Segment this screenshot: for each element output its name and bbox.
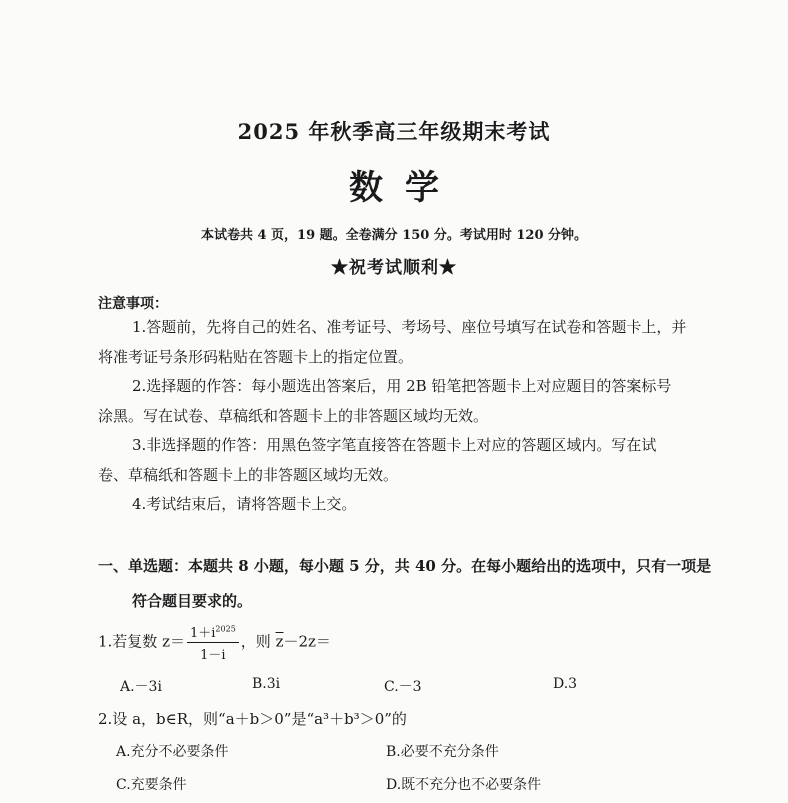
notice-item-4-line-1: 4.考试结束后，请将答题卡上交。	[132, 495, 357, 513]
notice-item-2-line-2: 涂黑。写在试卷、草稿纸和答题卡上的非答题区域均无效。	[98, 407, 489, 425]
exam-info: 本试卷共 4 页，19 题。全卷满分 150 分。考试用时 120 分钟。	[200, 228, 588, 243]
fraction-numerator-base: 1＋i	[189, 626, 216, 641]
fraction-numerator	[187, 622, 239, 643]
question-2-option-b: B.必要不充分条件	[386, 744, 499, 760]
question-2-option-a: A.充分不必要条件	[116, 744, 229, 760]
section-1-heading-line-1: 一、单选题：本题共 8 小题，每小题 5 分，共 40 分。在每小题给出的选项中，只有一项是	[98, 557, 712, 575]
question-1-fraction	[187, 622, 239, 663]
notice-item-2-line-1: 2.选择题的作答：每小题选出答案后，用 2B 铅笔把答题卡上对应题目的答案标号	[132, 377, 672, 395]
question-1-option-a: A.－3i	[120, 679, 162, 695]
question-1-stem	[98, 622, 331, 663]
question-2-stem: 2.设 a，b∈R，则“a＋b＞0”是“a³＋b³＞0”的	[98, 710, 407, 728]
notice-item-3-line-1: 3.非选择题的作答：用黑色签字笔直接答在答题卡上对应的答题区域内。写在试	[132, 436, 657, 454]
fraction-denominator: 1－i	[200, 648, 226, 663]
question-1-option-d: D.3	[553, 676, 578, 692]
question-1-suffix-post: －2z＝	[283, 632, 331, 651]
question-2-option-d: D.既不充分也不必要条件	[386, 777, 542, 793]
blessing-text: ★祝考试顺利★	[331, 258, 457, 278]
notice-item-1-line-2: 将准考证号条形码粘贴在答题卡上的指定位置。	[98, 348, 414, 366]
question-1-zbar: $\overline{z}$	[275, 632, 284, 651]
notice-item-3-line-2: 卷、草稿纸和答题卡上的非答题区域均无效。	[98, 466, 399, 484]
subject-title: 数学	[349, 168, 461, 208]
exam-title: 2025 年秋季高三年级期末考试	[237, 119, 551, 144]
section-1-heading-line-2: 符合题目要求的。	[132, 592, 253, 610]
fraction-numerator-exponent: 2025	[215, 624, 236, 634]
notice-item-1-line-1: 1.答题前，先将自己的姓名、准考证号、考场号、座位号填写在试卷和答题卡上，并	[132, 318, 687, 336]
question-1-option-b: B.3i	[252, 676, 281, 692]
notice-heading: 注意事项：	[98, 296, 168, 312]
question-1-suffix-pre: ，则	[240, 632, 276, 651]
question-1-prefix: 1.若复数 z＝	[98, 632, 185, 651]
question-2-option-c: C.充要条件	[116, 777, 187, 793]
question-1-option-c: C.－3	[384, 679, 422, 695]
